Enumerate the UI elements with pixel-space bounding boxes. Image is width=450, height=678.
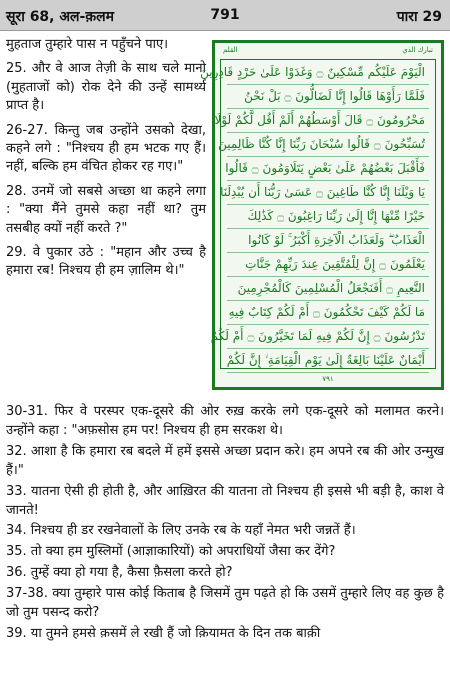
full-width-text [6,402,444,644]
verse-32: 32. आशा है कि हमारा रब बदले में हमें इससे अच्छा प्रदान करे। हम अपने रब की ओर उन्मुख हैं।" [6,443,444,478]
arabic-line: الْعَذَابُ ۖ وَلَعَذَابُ الْآخِرَةِ أَكْبَرُ ۚ لَوْ كَانُوا [227,230,429,253]
verse-24-end: मुहताज तुम्हारे पास न पहुँचने पाए। [6,37,169,52]
verse-33: 33. यातना ऐसी ही होती है, और आख़िरत की यातना तो निश्चय ही इससे भी बड़ी है, काश वे जानते! [6,483,444,518]
arabic-line: النَّعِيمِ ۝ أَفَنَجْعَلُ الْمُسْلِمِينَ كَالْمُجْرِمِينَ [227,278,429,301]
panel-label-right: تبارك الذي [402,46,433,54]
verse-36: 36. तुम्हें क्या हो गया है, कैसा फ़ैसला करते हो? [6,564,233,580]
arabic-line: تَدْرُسُونَ ۝ إِنَّ لَكُمْ فِيهِ لَمَا تَخَيَّرُونَ ۝ أَمْ لَكُمْ [227,326,429,349]
verse-25: 25. और वे आज तेज़ी के साथ चले मानो (मुहताजों को) रोक देने की उन्हें सामर्थ्य प्राप्त है। [6,61,206,114]
verse-37-38: 37-38. क्या तुम्हारे पास कोई किताब है जिसमें तुम पढ़ते हो कि उसमें तुम्हारे लिए वह कुछ है जो तुम पसन्द करो? [6,585,444,620]
arabic-line: خَيْرًا مِّنْهَا إِنَّا إِلَىٰ رَبِّنَا رَاغِبُونَ ۝ كَذَٰلِكَ [227,206,429,229]
surah-title: सूरा 68, अल-क़लम [6,9,114,25]
arabic-line: تُسَبِّحُونَ ۝ قَالُوا سُبْحَانَ رَبِّنَا إِنَّا كُنَّا ظَالِمِينَ [227,134,429,157]
arabic-text-panel [200,40,444,390]
verse-35: 35. तो क्या हम मुस्लिमों (आज्ञाकारियों) को अपराधियों जैसा कर देंगे? [6,544,336,560]
arabic-line: فَأَقْبَلَ بَعْضُهُمْ عَلَىٰ بَعْضٍ يَتَلَاوَمُونَ ۝ قَالُوا [227,158,429,181]
arabic-line: يَعْلَمُونَ ۝ إِنَّ لِلْمُتَّقِينَ عِندَ رَبِّهِمْ جَنَّاتِ [227,254,429,277]
verse-34: 34. निश्चय ही डर रखनेवालों के लिए उनके रब के यहाँ नेमत भरी जन्नतें हैं। [6,523,356,539]
page-header [0,0,450,31]
verse-29: 29. वे पुकार उठे : "महान और उच्च है हमारा रब! निश्चय ही हम ज़ालिम थे।" [6,245,206,279]
arabic-line: يَا وَيْلَنَا إِنَّا كُنَّا طَاغِينَ ۝ عَسَىٰ رَبُّنَا أَن يُبْدِلَنَا [227,182,429,205]
verse-26-27: 26-27. किन्तु जब उन्होंने उसको देखा, कहने लगे : "निश्चय ही हम भटक गए हैं। नहीं, बल्कि हम वंचित होकर रह गए।" [6,122,206,175]
panel-footer: ٧٩١ [322,375,334,383]
left-column-text [6,36,206,287]
panel-label-left: القلم [223,46,238,54]
page-number: 791 [210,7,240,23]
verse-30-31: 30-31. फिर वे परस्पर एक-दूसरे की ओर रुख़ करके लगे एक-दूसरे को मलामत करने। उन्होंने कहा : "अफ़सोस हम पर! निश्चय ही हम सरकश थे। [6,404,444,438]
arabic-line: فَلَمَّا رَأَوْهَا قَالُوا إِنَّا لَضَالُّونَ ۝ بَلْ نَحْنُ [227,86,429,109]
verse-39-start: 39. या तुमने हमसे क़समें ले रखी हैं जो क़ियामत के दिन तक बाक़ी [6,625,321,641]
arabic-line: أَيْمَانٌ عَلَيْنَا بَالِغَةٌ إِلَىٰ يَوْمِ الْقِيَامَةِ ۙ إِنَّ لَكُمْ [227,350,429,373]
arabic-line: مَا لَكُمْ كَيْفَ تَحْكُمُونَ ۝ أَمْ لَكُمْ كِتَابٌ فِيهِ [227,302,429,325]
arabic-line: الْيَوْمَ عَلَيْكُم مِّسْكِينٌ ۝ وَغَدَوْا عَلَىٰ حَرْدٍ قَادِرِينَ [227,62,429,85]
arabic-line: مَحْرُومُونَ ۝ قَالَ أَوْسَطُهُمْ أَلَمْ أَقُل لَّكُمْ لَوْلَا [227,110,429,133]
para-label: पारा 29 [396,9,442,25]
arabic-text-frame [200,59,436,369]
verse-28: 28. उनमें जो सबसे अच्छा था कहने लगा : "क्या मैंने तुमसे कहा नहीं था? तुम तसबीह क्यों नहीं करते ?" [6,183,206,236]
